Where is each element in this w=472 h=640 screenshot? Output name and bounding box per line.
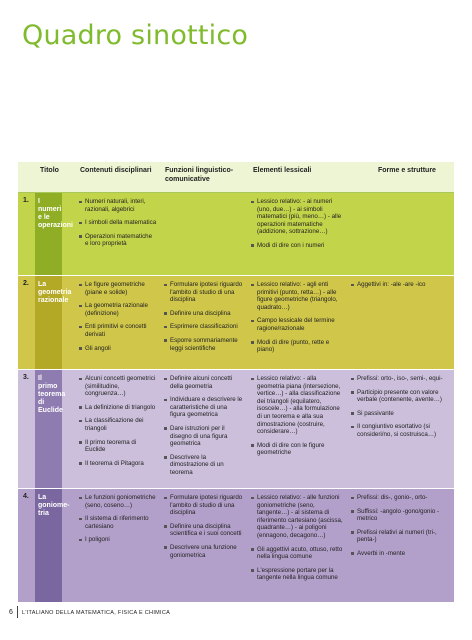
funzioni-cell bbox=[161, 276, 248, 369]
list-item: Operazioni matematiche e loro proprietà bbox=[79, 233, 157, 248]
table-row bbox=[18, 193, 454, 275]
list-item: I poligoni bbox=[79, 536, 157, 544]
funzioni-cell bbox=[161, 193, 248, 275]
contenuti-cell bbox=[76, 276, 161, 369]
list-item: Lessico relativo: - agli enti primitivi (punto, retta…) - alle figure geometriche (triangolo, quadrato…) bbox=[251, 281, 344, 311]
forme-cell bbox=[348, 193, 454, 275]
row-number: 3. bbox=[23, 374, 29, 381]
list-item: Prefissi: orto-, iso-, semi-, equi- bbox=[351, 375, 450, 383]
row-topic: La geometria razionale bbox=[35, 276, 62, 369]
list-item: Aggettivi in: -ale -are -ico bbox=[351, 281, 450, 289]
page-number: 6 bbox=[9, 609, 13, 616]
list-item: Modi di dire con i numeri bbox=[251, 242, 344, 250]
list-item: I simboli della matematica bbox=[79, 219, 157, 227]
list-item: Avverbi in -mente bbox=[351, 550, 450, 558]
list-item: La classificazione dei triangoli bbox=[79, 417, 157, 432]
list-item: Formulare ipotesi riguardo l'ambito di studio di una disciplina bbox=[164, 281, 244, 304]
list-item: Formulare ipotesi riguardo l'ambito di studio di una disciplina bbox=[164, 494, 244, 517]
funzioni-cell bbox=[161, 370, 248, 488]
list-item: Modi di dire (punto, rette e piano) bbox=[251, 339, 344, 354]
header-contenuti: Contenuti disciplinari bbox=[80, 167, 152, 174]
contenuti-cell bbox=[76, 193, 161, 275]
book-title: L'ITALIANO DELLA MATEMATICA, FISICA E CHIMICA bbox=[22, 610, 171, 616]
list-item: Descrivere la dimostrazione di un teorema bbox=[164, 454, 244, 477]
elementi-cell bbox=[248, 370, 348, 488]
forme-cell bbox=[348, 370, 454, 488]
forme-cell bbox=[348, 276, 454, 369]
list-item: Individuare e descrivere le caratteristiche di una figura geometrica bbox=[164, 396, 244, 419]
list-item: Gli angoli bbox=[79, 345, 157, 353]
list-item: Le funzioni goniometriche (seno, coseno…) bbox=[79, 494, 157, 509]
list-item: Numeri naturali, interi, razionali, algebrici bbox=[79, 198, 157, 213]
elementi-cell bbox=[248, 276, 348, 369]
list-item: Esprimere classificazioni bbox=[164, 323, 244, 331]
list-item: Prefissi: dis-, gonio-, orto- bbox=[351, 494, 450, 502]
list-item: Il teorema di Pitagora bbox=[79, 460, 157, 468]
list-item: Definire una disciplina scientifica e i suoi concetti bbox=[164, 523, 244, 538]
header-funzioni: Funzioni linguistico-comunicative bbox=[165, 167, 234, 183]
list-item: Prefissi relativi ai numeri (tri-, penta-) bbox=[351, 529, 450, 544]
row-topic: Il primo teorema di Euclide bbox=[35, 370, 62, 488]
elementi-cell bbox=[248, 489, 348, 602]
list-item: Descrivere una funzione goniometrica bbox=[164, 544, 244, 559]
list-item: Le figure geometriche (piane e solide) bbox=[79, 281, 157, 296]
row-topic: I numeri e le operazioni bbox=[35, 193, 62, 275]
header-forme: Forme e strutture bbox=[378, 167, 436, 174]
list-item: Il primo teorema di Euclide bbox=[79, 439, 157, 454]
row-topic: La goniome-tria bbox=[35, 489, 62, 602]
row-number: 2. bbox=[23, 280, 29, 287]
forme-cell bbox=[348, 489, 454, 602]
list-item: La definizione di triangolo bbox=[79, 404, 157, 412]
row-number: 1. bbox=[23, 197, 29, 204]
list-item: Definire una disciplina bbox=[164, 310, 244, 318]
list-item: Lessico relativo: - alle funzioni goniometriche (seno, tangente…) - al sistema di riferimento cartesiano (ascissa, quadrante…) - ai poligoni (ennagono, decagono…) bbox=[251, 494, 344, 540]
list-item: Il congiuntivo esortativo (si consideri/no, si costruisca…) bbox=[351, 423, 450, 438]
contenuti-cell bbox=[76, 370, 161, 488]
list-item: Dare istruzioni per il disegno di una figura geometrica bbox=[164, 425, 244, 448]
list-item: Il sistema di riferimento cartesiano bbox=[79, 515, 157, 530]
list-item: Gli aggettivi acuto, ottuso, retto nella lingua comune bbox=[251, 546, 344, 561]
list-item: Campo lessicale del termine ragione/razionale bbox=[251, 317, 344, 332]
list-item: Definire alcuni concetti della geometria bbox=[164, 375, 244, 390]
list-item: Modi di dire con le figure geometriche bbox=[251, 442, 344, 457]
list-item: Lessico relativo: - ai numeri (uno, due…) - ai simboli matematici (più, meno…) - alle operazioni matematiche (addizione, sottrazione…) bbox=[251, 198, 344, 236]
list-item: Lessico relativo: - alla geometria piana (intersezione, vertice…) - alla classificazione dei triangoli (equilatero, isoscele…) - alla formulazione di un teorema e alla sua dimostrazione (costruire, considerare…) bbox=[251, 375, 344, 436]
list-item: Enti primitivi e concetti derivati bbox=[79, 323, 157, 338]
contenuti-cell bbox=[76, 489, 161, 602]
list-item: Esporre sommariamente leggi scientifiche bbox=[164, 337, 244, 352]
list-item: Participio presente con valore verbale (contenente, avente…) bbox=[351, 389, 450, 404]
funzioni-cell bbox=[161, 489, 248, 602]
row-number: 4. bbox=[23, 493, 29, 500]
header-elementi: Elementi lessicali bbox=[253, 167, 312, 174]
list-item: Suffissi: -angolo -gono/gonio -metrico bbox=[351, 508, 450, 523]
elementi-cell bbox=[248, 193, 348, 275]
page-title: Quadro sinottico bbox=[22, 20, 249, 51]
list-item: Si passivante bbox=[351, 410, 450, 418]
table-row bbox=[18, 370, 454, 488]
list-item: Alcuni concetti geometrici (similitudine, congruenza…) bbox=[79, 375, 157, 398]
table-row bbox=[18, 276, 454, 369]
table-row bbox=[18, 489, 454, 602]
header-titolo: Titolo bbox=[40, 167, 59, 174]
footer-divider bbox=[17, 606, 18, 618]
list-item: L'espressione portare per la tangente nella lingua comune bbox=[251, 567, 344, 582]
list-item: La geometria razionale (definizione) bbox=[79, 302, 157, 317]
